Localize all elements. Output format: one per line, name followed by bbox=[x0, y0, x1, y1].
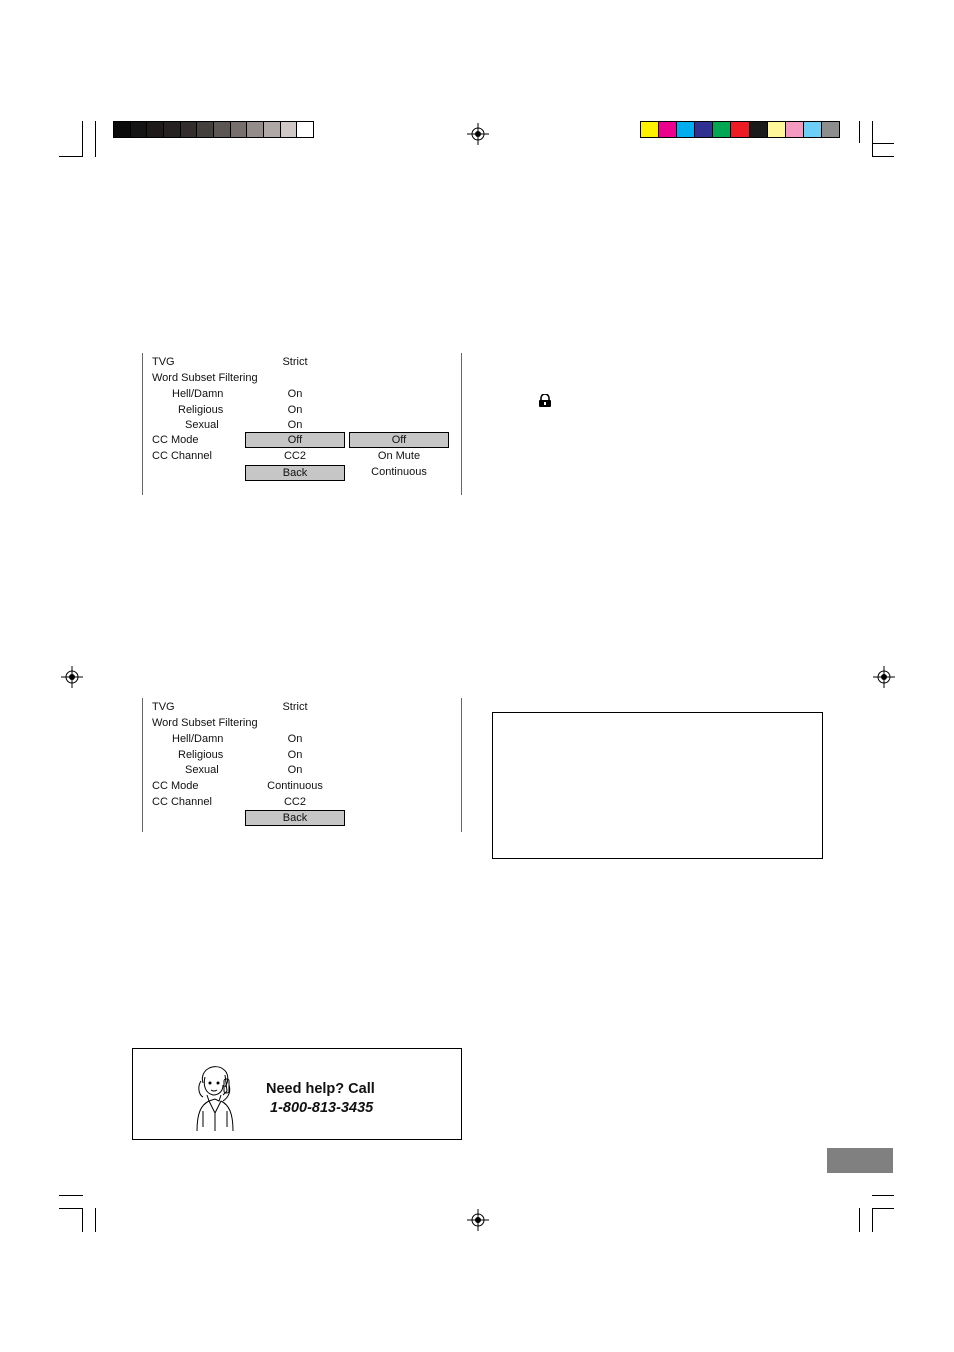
menu-label: Hell/Damn bbox=[172, 733, 224, 745]
cc-mode-option-continuous[interactable]: Continuous bbox=[371, 466, 427, 478]
menu-label: Sexual bbox=[185, 419, 219, 431]
color-swatch bbox=[181, 122, 198, 137]
cc-mode-value-selected[interactable]: Off bbox=[245, 432, 345, 448]
help-title: Need help? Call bbox=[266, 1081, 375, 1097]
color-swatch bbox=[641, 122, 659, 137]
menu-bottom bbox=[152, 700, 452, 828]
page-number-tab bbox=[827, 1148, 893, 1173]
cc-mode-option-on-mute[interactable]: On Mute bbox=[377, 450, 421, 462]
menu-label: Religious bbox=[178, 404, 224, 416]
menu-top bbox=[152, 355, 452, 485]
color-swatch bbox=[114, 122, 131, 137]
color-swatch bbox=[147, 122, 164, 137]
color-swatch bbox=[768, 122, 786, 137]
color-swatch bbox=[164, 122, 181, 137]
menu-value: Continuous bbox=[267, 780, 323, 792]
note-box bbox=[492, 712, 823, 859]
menu-label: CC Channel bbox=[152, 796, 212, 808]
help-phone[interactable]: 1-800-813-3435 bbox=[270, 1100, 374, 1116]
color-swatch bbox=[214, 122, 231, 137]
menu-value: On bbox=[287, 388, 303, 400]
registration-mark-bottom bbox=[467, 1209, 489, 1231]
menu-value: On bbox=[287, 404, 303, 416]
menu-top-left-rule bbox=[142, 353, 143, 495]
color-swatch bbox=[804, 122, 822, 137]
menu-value: CC2 bbox=[283, 450, 306, 462]
color-swatch bbox=[750, 122, 768, 137]
registration-mark-right bbox=[873, 666, 895, 688]
registration-mark-left bbox=[61, 666, 83, 688]
color-swatch bbox=[677, 122, 695, 137]
color-swatch bbox=[731, 122, 749, 137]
help-box bbox=[132, 1048, 462, 1140]
menu-label: Hell/Damn bbox=[172, 388, 224, 400]
color-swatch bbox=[695, 122, 713, 137]
menu-value: CC2 bbox=[283, 796, 306, 808]
menu-label: Sexual bbox=[185, 764, 219, 776]
lock-icon bbox=[538, 394, 552, 407]
color-swatch bbox=[281, 122, 298, 137]
menu-top-right-rule bbox=[461, 353, 462, 495]
menu-label: Word Subset Filtering bbox=[152, 372, 258, 384]
grayscale-color-bar bbox=[113, 121, 314, 138]
color-swatch bbox=[822, 122, 839, 137]
color-swatch bbox=[297, 122, 313, 137]
back-button[interactable]: Back bbox=[245, 465, 345, 481]
color-swatch bbox=[131, 122, 148, 137]
menu-bottom-left-rule bbox=[142, 698, 143, 832]
menu-value: On bbox=[287, 733, 303, 745]
color-swatch bbox=[264, 122, 281, 137]
menu-label: TVG bbox=[152, 356, 175, 368]
menu-label: TVG bbox=[152, 701, 175, 713]
registration-mark-top bbox=[467, 123, 489, 145]
menu-value: On bbox=[287, 749, 303, 761]
operator-illustration-icon bbox=[189, 1061, 241, 1131]
color-swatch bbox=[713, 122, 731, 137]
process-color-bar bbox=[640, 121, 840, 138]
color-swatch bbox=[231, 122, 248, 137]
menu-label: CC Channel bbox=[152, 450, 212, 462]
color-swatch bbox=[786, 122, 804, 137]
menu-label: Word Subset Filtering bbox=[152, 717, 258, 729]
menu-label: Religious bbox=[178, 749, 224, 761]
color-swatch bbox=[659, 122, 677, 137]
menu-label: CC Mode bbox=[152, 434, 199, 446]
menu-value: On bbox=[287, 764, 303, 776]
menu-value: Strict bbox=[282, 701, 308, 713]
menu-value: Strict bbox=[282, 356, 308, 368]
menu-label: CC Mode bbox=[152, 780, 199, 792]
color-swatch bbox=[197, 122, 214, 137]
cc-mode-option-off[interactable]: Off bbox=[349, 432, 449, 448]
menu-value: On bbox=[287, 419, 303, 431]
back-button[interactable]: Back bbox=[245, 810, 345, 826]
menu-bottom-right-rule bbox=[461, 698, 462, 832]
color-swatch bbox=[247, 122, 264, 137]
